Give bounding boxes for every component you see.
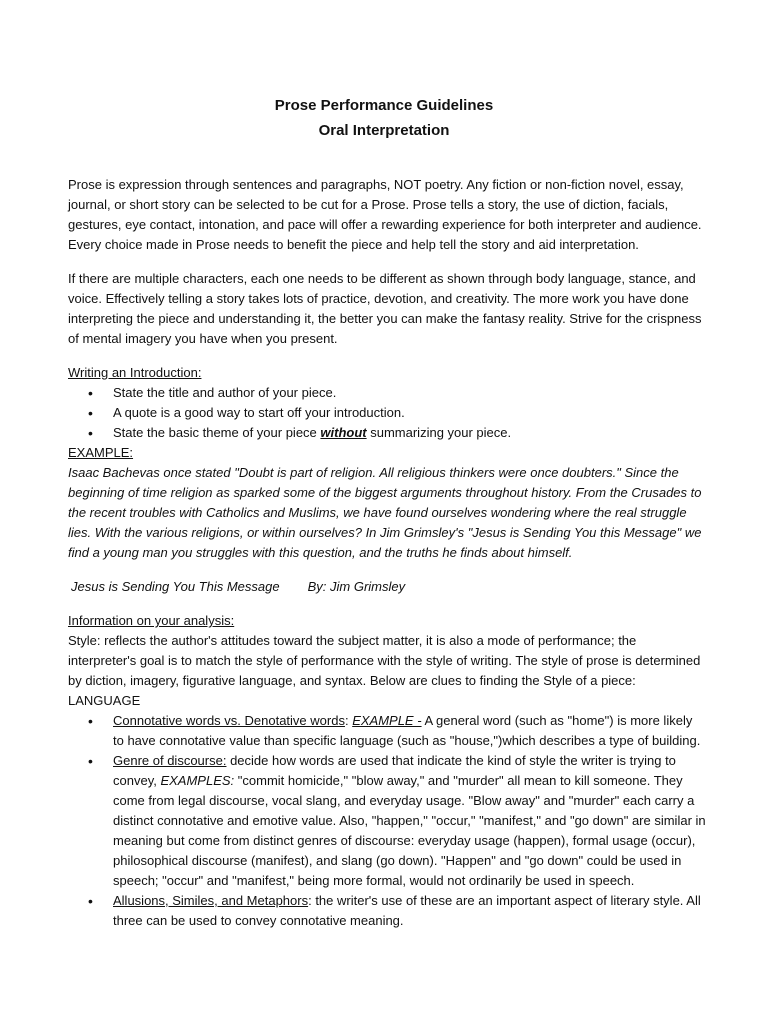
piece-author: By: Jim Grimsley: [307, 579, 406, 594]
introduction-heading-text: Writing an Introduction:: [68, 365, 202, 380]
intro-paragraph-2: If there are multiple characters, each one needs to be different as shown through body language, stance, and voice. Effectively telling a story takes lots of practice, devotion, and creativity. The more work you have done interpreting the piece and understanding it, the better you can make the fantasy reality. Strive for the crispness of mental imagery you have when you present.: [68, 271, 702, 346]
section-heading-analysis: [68, 611, 706, 631]
introduction-bullet-list: [68, 383, 706, 443]
list-item: [68, 751, 706, 891]
emphasis-without: without: [320, 425, 367, 440]
analysis-heading-text: Information on your analysis:: [68, 613, 235, 628]
document-title: Prose Performance Guidelines: [274, 97, 494, 114]
section-heading-introduction: [68, 363, 706, 383]
example-tag: EXAMPLE -: [352, 713, 422, 728]
term-genre: Genre of discourse:: [113, 753, 227, 768]
example-label: [68, 443, 706, 463]
language-label: LANGUAGE: [68, 693, 141, 708]
document-body: [68, 175, 706, 931]
piece-title-line: [68, 577, 706, 597]
example-label-text: EXAMPLE:: [68, 445, 134, 460]
title-block: [0, 93, 768, 143]
list-item: [68, 423, 706, 443]
piece-title: Jesus is Sending You This Message: [71, 579, 280, 594]
list-item: • State the title and author of your piece.: [68, 383, 706, 403]
bullet-text: "commit homicide," "blow away," and "murder" all mean to kill someone. They come from legal discourse, vocal slang, and everyday usage. "Blow away" and "murder" each carry a distinct connotative and emotive value. Also, "happen," "occur," "manifest," and "go down" are similar in meaning but come from distinct genres of discourse: everyday usage (happen), formal usage (occur), philosophical discourse (manifest), and slang (go down). "Happen" and "go down" could be used in speech; "occur" and "manifest," being more formal, would not ordinarily be used in speech.: [113, 773, 706, 888]
list-item: [68, 891, 706, 931]
term-connotative: Connotative words vs. Denotative words: [113, 713, 345, 728]
example-paragraph: Isaac Bachevas once stated "Doubt is part of religion. All religious thinkers were once doubters." Since the beginning of time religion as sparked some of the biggest arguments throughout history. From the Crusades to the recent troubles with Catholics and Muslims, we have found ourselves wondering where the real struggle lies. With the various religions, or within ourselves? In Jim Grimsley's "Jesus is Sending You this Message" we find a young man you struggles with this question, and the truths he finds about himself.: [68, 465, 702, 560]
list-item: • A quote is a good way to start off your introduction.: [68, 403, 706, 423]
bullet-text: : the writer's use of these are an important aspect of literary style. All three can be used to convey connotative meaning.: [113, 893, 701, 928]
examples-tag: EXAMPLES:: [160, 773, 235, 788]
style-paragraph: Style: reflects the author's attitudes toward the subject matter, it is also a mode of performance; the interpreter's goal is to match the style of performance with the style of writing. The style of prose is determined by diction, imagery, figurative language, and syntax. Below are clues to finding the Style of a piece:: [68, 633, 701, 688]
list-item: [68, 711, 706, 751]
bullet-text: summarizing your piece.: [366, 425, 512, 440]
analysis-bullet-list: [68, 711, 706, 931]
term-colon: :: [344, 713, 353, 728]
intro-paragraph-1: Prose is expression through sentences and paragraphs, NOT poetry. Any fiction or non-fiction novel, essay, journal, or short story can be selected to be cut for a Prose. Prose tells a story, the use of diction, facials, gestures, eye contact, intonation, and pace will offer a rewarding experience for both interpreter and audience. Every choice made in Prose needs to benefit the piece and help tell the story and aid interpretation.: [68, 177, 702, 252]
bullet-text: decide how words are used that indicate the kind of style the writer is trying to convey,: [113, 753, 676, 788]
document-subtitle: Oral Interpretation: [318, 122, 450, 139]
bullet-text: A general word (such as "home") is more likely to have connotative value than specific language (such as "house,")which describes a type of building.: [113, 713, 701, 748]
bullet-text: State the basic theme of your piece: [113, 425, 321, 440]
term-allusions: Allusions, Similes, and Metaphors: [113, 893, 309, 908]
